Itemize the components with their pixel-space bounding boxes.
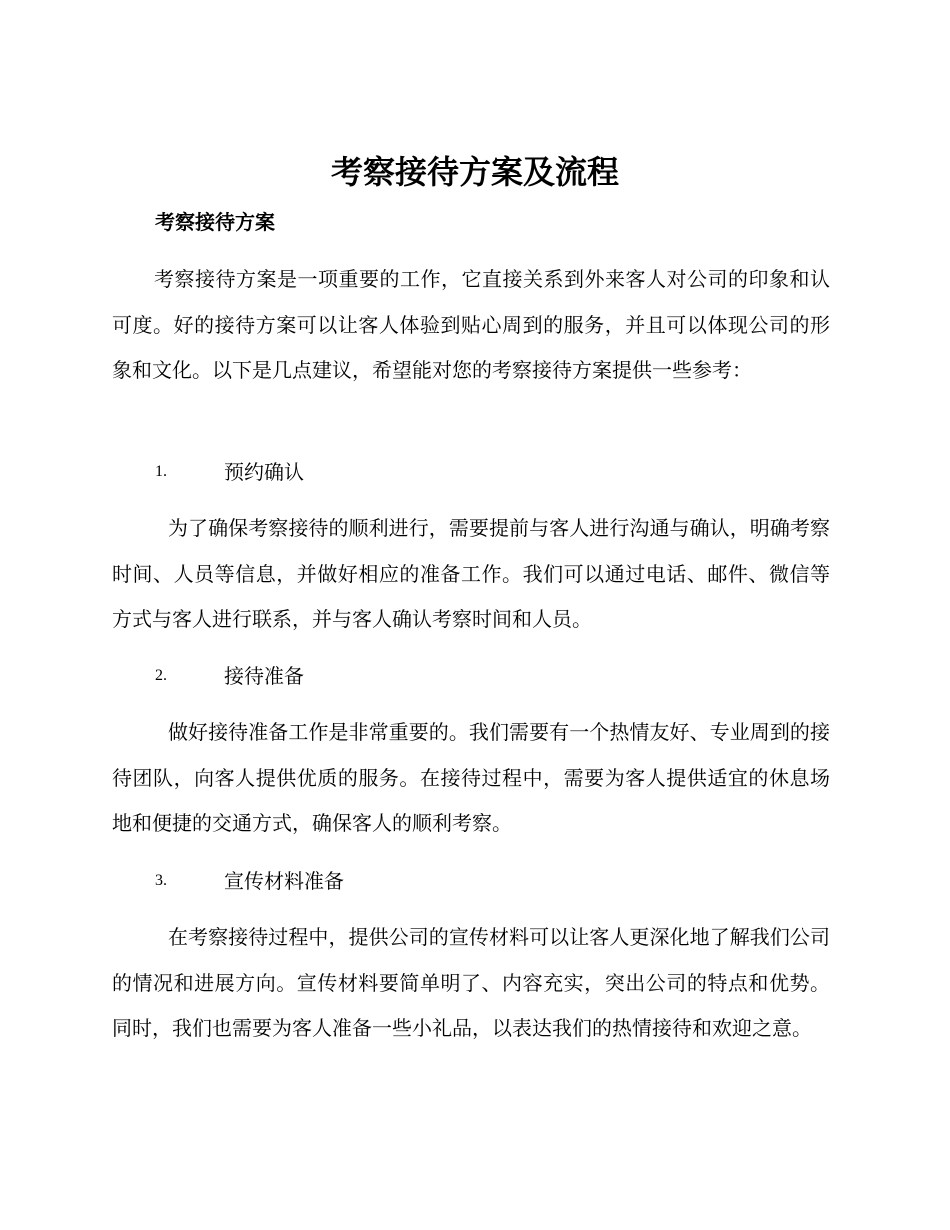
list-item-1-body: 为了确保考察接待的顺利进行，需要提前与客人进行沟通与确认，明确考察时间、人员等信息，并做好相应的准备工作。我们可以通过电话、邮件、微信等方式与客人进行联系，并与客人确认考察时间和人员。	[112, 516, 830, 631]
list-item-1-number: 1.	[155, 463, 167, 480]
list-item-3-body: 在考察接待过程中，提供公司的宣传材料可以让客人更深化地了解我们公司的情况和进展方向。宣传材料要简单明了、内容充实，突出公司的特点和优势。同时，我们也需要为客人准备一些小礼品，以表达我们的热情接待和欢迎之意。	[112, 925, 830, 1040]
list-item-3-number: 3.	[155, 872, 167, 889]
list-item-3-heading: 宣传材料准备	[224, 869, 344, 893]
list-item-1-heading: 预约确认	[224, 460, 304, 484]
list-item-2-body: 做好接待准备工作是非常重要的。我们需要有一个热情友好、专业周到的接待团队，向客人提供优质的服务。在接待过程中，需要为客人提供适宜的休息场地和便捷的交通方式，确保客人的顺利考察。	[112, 720, 830, 835]
list-item-2-number: 2.	[155, 667, 167, 684]
section-heading: 考察接待方案	[155, 210, 275, 234]
document-title: 考察接待方案及流程	[330, 153, 619, 191]
intro-paragraph: 考察接待方案是一项重要的工作，它直接关系到外来客人对公司的印象和认可度。好的接待方案可以让客人体验到贴心周到的服务，并且可以体现公司的形象和文化。以下是几点建议，希望能对您的考察接待方案提供一些参考：	[112, 267, 830, 382]
list-item-2-heading: 接待准备	[224, 664, 304, 688]
